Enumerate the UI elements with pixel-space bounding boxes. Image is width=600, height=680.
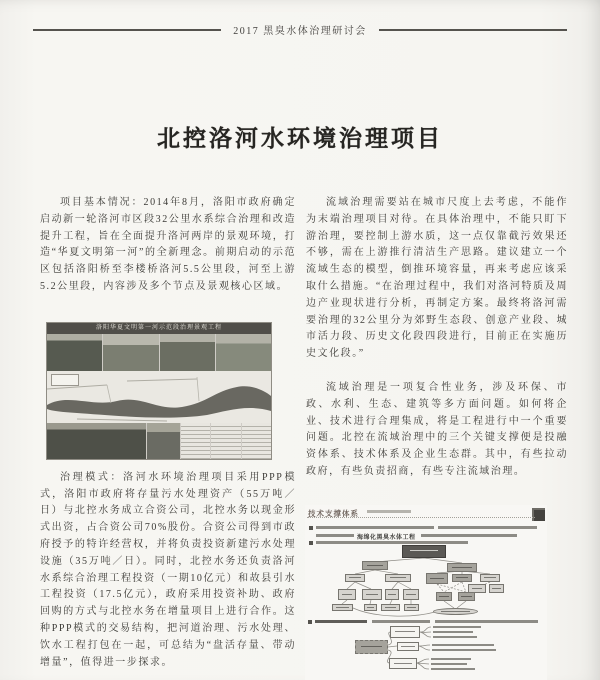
chart-node: [489, 584, 504, 593]
chart-node: [480, 574, 500, 582]
map-plan-area: [47, 371, 271, 423]
right-column: [306, 195, 568, 680]
chart-node: [385, 589, 399, 600]
caption-text-line: [435, 620, 538, 623]
page-header: [0, 22, 600, 37]
tree-node: [390, 626, 420, 638]
caption-text-line: [315, 620, 367, 623]
map-photo: [147, 423, 181, 459]
header-rule-left: [33, 29, 221, 31]
tree-leaf-text: [433, 631, 473, 634]
right-paragraph-watershed-governance: 流域治理需要站在城市尺度上去考虑，不能作为末端治理项目对待。在具体治理中，不能只盯下游治理，要控制上游水质，这一点仅靠截污效果还不够，需在上游推行清洁生产思路。建议建立一个流域生态的模型，倒推环境容量，再来考虑应该采取什么措施。“在治理过程中，我们对洛河特质及周边产业现状进行分析，再制定方案。最终将洛河需要治理的32公里分为郊野生态段、创意产业段、城市活力段、历史文化段四段进行，目前正在实施历史文化段。”: [306, 197, 568, 360]
map-photo: [103, 334, 158, 371]
map-photo: [47, 334, 102, 371]
map-photo: [47, 423, 146, 459]
article-title: 北控洛河水环境治理项目: [157, 126, 443, 151]
map-photo-strip-bottom: [47, 423, 271, 459]
bullet-text-line: [438, 526, 537, 530]
tree-leaf-text: [431, 663, 467, 666]
figure-title: 技术支撑体系: [308, 508, 359, 518]
left-paragraph-project-overview: 项目基本情况：2014年8月，洛阳市政府确定启动新一轮洛河市区段32公里水系综合治理和改造提升工程，旨在全面提升洛河两岸的景观环境，打造“华夏文明第一河”的全新理念。前期启动的示范区包括洛阳桥至李楼桥洛河5.5公里段，河至上游5.2公里段，内容涉及多个节点及景观核心区域。: [40, 197, 296, 292]
left-paragraph-ppp-model: 治理模式：洛河水环境治理项目采用PPP模式，洛阳市政府将存量污水处理资产（55万吨／日）与北控水务成立合资公司，北控水务以现金形式出资，占合资公司70%股份。合资公司得到市政府授予的特许经营权，并将负责投资新建污水处理设施（35万吨／日）。同时，北控水务还负责洛河水系综合治理工程投资（一期10亿元）和故县引水工程投资（17.5亿元），政府采用投资补助、政府回购的方式与北控水务在增量项目上进行合作。这种PPP模式的交易结构，把河道治理、污水处理、饮水工程打包在一起，可总结为“盘活存量、带动增量”，值得进一步探求。: [40, 471, 296, 668]
chart-node: [332, 604, 353, 611]
bullet-bold-text: 海绵化黑臭水体工程: [357, 534, 416, 541]
tech-support-system-figure: [305, 505, 547, 680]
map-photo-strip-top: [47, 334, 271, 371]
chart-node: [426, 573, 448, 584]
chart-node: [452, 574, 472, 582]
tree-leaf-text: [432, 644, 494, 647]
map-table-panel: [211, 423, 240, 459]
right-paragraph-integration: 流域治理是一项复合性业务，涉及环保、市政、水利、生态、建筑等多方面问题。如何将企业、技术进行合理集成，将是工程进行中一个重要问题。北控在流域治理中的三个关键支撑便是投融资体系、技术体系及企业生态群。其中，有些拉动政府，有些负责招商，有些专注流域治理。: [306, 381, 568, 477]
header-rule-right: [379, 29, 567, 31]
bullet-text-line: [316, 541, 468, 545]
river-shape: [47, 371, 271, 423]
map-photo: [160, 334, 215, 371]
tree-leaf-text: [431, 668, 475, 671]
tree-leaf-text: [431, 658, 471, 661]
bullet-square-icon: [308, 620, 312, 624]
chart-node: [381, 604, 400, 611]
bullet-square-icon: [309, 526, 313, 530]
tree-node: [397, 642, 419, 651]
figure-subtitle-text-line: [367, 510, 411, 513]
chart-node: [403, 589, 419, 600]
tree-leaf-text: [432, 649, 496, 652]
tree-node: [389, 658, 417, 669]
map-table-panel: [242, 423, 271, 459]
chart-node: [362, 561, 388, 570]
chart-node-oval: [433, 608, 478, 615]
chart-node: [364, 604, 377, 611]
tree-leaf-text: [433, 626, 481, 629]
tree-root-node: [355, 640, 388, 654]
map-title-banner: 洛阳华夏文明第一河示范段治理景观工程: [47, 323, 271, 334]
chart-node: [458, 592, 475, 601]
bullet-text-line: [316, 534, 354, 538]
bullet-square-icon: [309, 541, 313, 545]
map-photo: [216, 334, 271, 371]
tree-leaf-text: [433, 636, 477, 639]
chart-node-root: [402, 545, 446, 558]
bullet-text-line: [316, 526, 434, 530]
chart-node: [385, 574, 411, 582]
map-table-panel: [181, 423, 210, 459]
figure-divider: [307, 517, 535, 518]
bullet-text-line: [421, 534, 517, 538]
caption-text-line: [372, 620, 430, 623]
chart-node: [436, 592, 452, 601]
chart-node: [404, 604, 419, 611]
river-map-figure: [46, 322, 272, 460]
chart-node: [362, 589, 382, 600]
chart-node: [447, 563, 477, 572]
company-logo-icon: [532, 508, 545, 521]
map-legend-box: [51, 374, 79, 386]
conference-header-text: 2017 黑臭水体治理研讨会: [233, 26, 367, 37]
chart-node: [338, 589, 356, 600]
chart-node: [345, 574, 365, 582]
left-column: [40, 195, 296, 671]
